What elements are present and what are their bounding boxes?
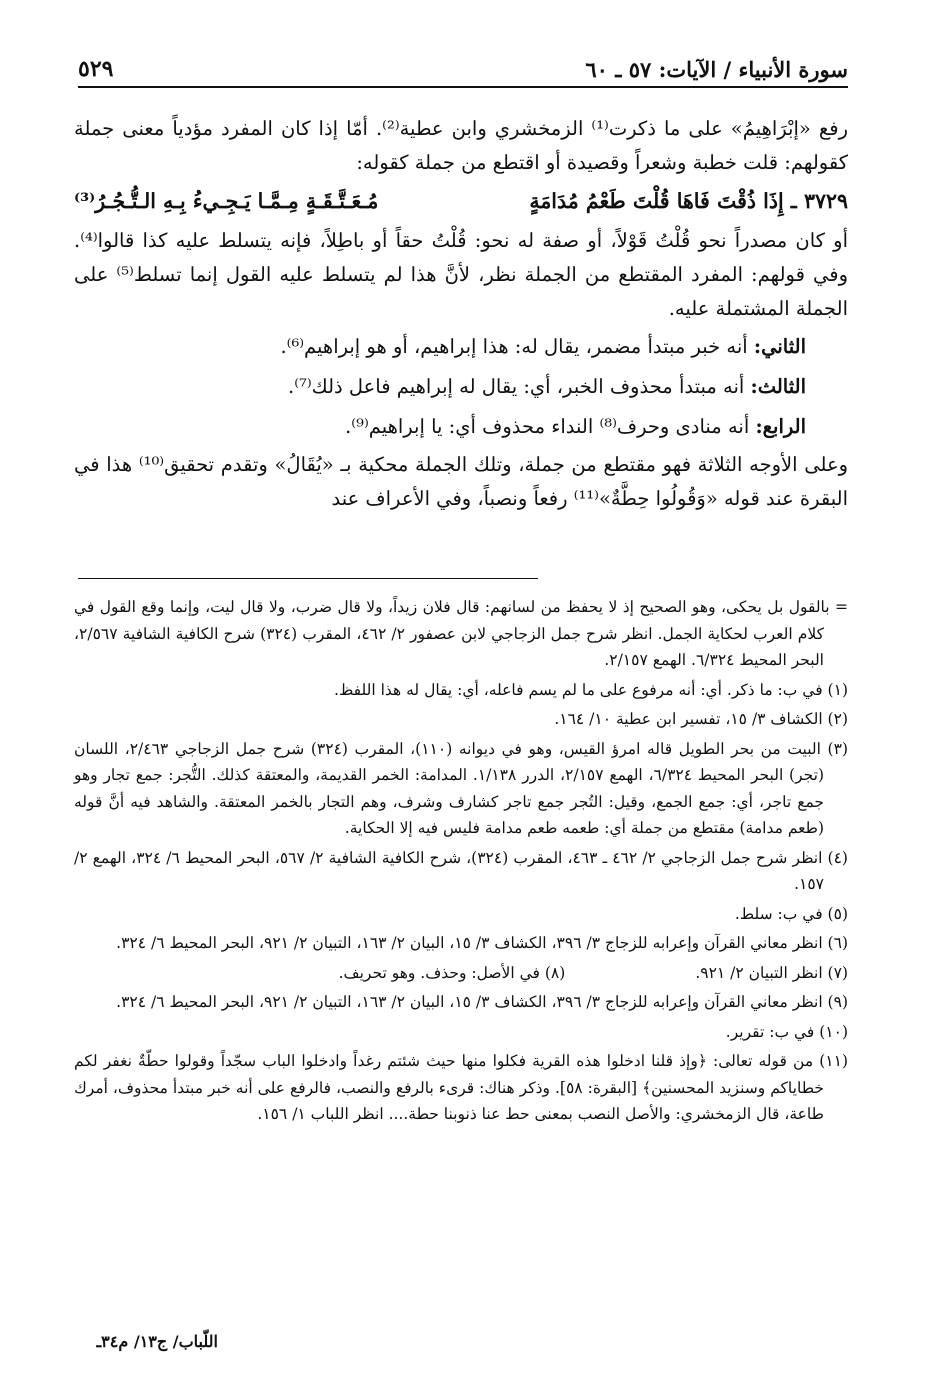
- footnotes: [74, 594, 848, 1131]
- option-fourth: [74, 408, 848, 446]
- printer-signature: اللّباب/ ج١٣/ م٣٤ـ: [96, 1332, 218, 1351]
- footnote-9: (٩) انظر معاني القرآن وإعرابه للزجاج ٣/ ٣٩٦، الكشاف ٣/ ١٥، البيان ٢/ ١٦٣، التبيان ٢/ ٩٢١، البحر المحيط ٦/ ٣٢٤.: [116, 993, 848, 1011]
- option-second: [74, 328, 848, 366]
- poetry-verse: [74, 184, 848, 218]
- footnote-7: (٧) انظر التبيان ٢/ ٩٢١.: [695, 963, 848, 982]
- option-second-text: أنه خبر مبتدأ مضمر، يقال له: هذا إبراهيم، أو هو إبراهيم⁽⁶⁾.: [280, 335, 748, 358]
- option-third-label: الثالث:: [750, 375, 806, 398]
- footnote-3: (٣) البيت من بحر الطويل قاله امرؤ القيس، وهو في ديوانه (١١٠)، المقرب (٣٢٤) شرح جمل الزجاجي ٢/٤٦٣، اللسان (تجر) البحر المحيط ٦/٣٢٤، الهمع ٢/١٥٧، الدرر ١/١٣٨. المدامة: الخمر القديمة، والمعتقة كذلك. التُّجر: جمع تجار وهو جمع تاجر، أي: جمع الجمع، وقيل: التُجر جمع تاجر كشارف وشرف، وهم التجار بالخمر المعتقة. والشاهد فيه أنَّ قوله (طعم مدامة) مقتطع من جملة أي: طعمه طعم مدامة فليس فيه إلا الحكاية.: [74, 739, 848, 837]
- main-text: [74, 112, 848, 518]
- footnote-1: (١) في ب: ما ذكر. أي: أنه مرفوع على ما لم يسم فاعله، أي: يقال له هذا اللفظ.: [334, 680, 848, 699]
- footnote-divider: [78, 578, 538, 579]
- footnote-5: (٥) في ب: سلط.: [734, 904, 848, 923]
- option-fourth-label: الرابع:: [755, 415, 806, 438]
- footnote-11: (١١) من قوله تعالى: ﴿وإذ قلنا ادخلوا هذه القرية فكلوا منها حيث شئتم رغداً وادخلوا الباب سجّداً وقولوا حطّةٌ نغفر لكم خطاياكم وسنزيد المحسنين﴾ [البقرة: ٥٨]. وذكر هناك: قرىء بالرفع والنصب، فالرفع على أنه خبر مبتدأ محذوف، أمرك طاعة، قال الزمخشري: والأصل النصب بمعنى حط عنا ذنوبنا حطة.... انظر اللباب ١/ ١٥٦.: [74, 1052, 848, 1123]
- footnote-6: (٦) انظر معاني القرآن وإعرابه للزجاج ٣/ ٣٩٦، الكشاف ٣/ ١٥، البيان ٢/ ١٦٣، التبيان ٢/ ٩٢١، البحر المحيط ٦/ ٣٢٤.: [116, 934, 848, 952]
- footnote-continuation: = بالقول بل يحكى، وهو الصحيح إذ لا يحفظ من لسانهم: قال فلان زيداً، ولا قال ضرب، ولا قال ليت، وإنما وقع القول في كلام العرب لحكاية الجمل. انظر شرح جمل الزجاجي لابن عصفور ٢/ ٤٦٢، المقرب (٣٢٤) شرح الكافية الشافية ٢/٥٦٧، البحر المحيط ٦/٣٢٤. الهمع ٢/١٥٧.: [74, 598, 848, 669]
- paragraph-3: وعلى الأوجه الثلاثة فهو مقتطع من جملة، وتلك الجملة محكية بـ «يُقَالُ» وتقدم تحقيق⁽¹⁰⁾ هذا في البقرة عند قوله «وَقُولُوا حِطَّةٌ»⁽¹¹⁾ رفعاً ونصباً، وفي الأعراف عند: [74, 453, 849, 510]
- footnote-10: (١٠) في ب: تقرير.: [725, 1022, 848, 1041]
- option-second-label: الثاني:: [753, 335, 806, 358]
- footnote-2: (٢) الكشاف ٣/ ١٥، تفسير ابن عطية ١٠/ ١٦٤.: [554, 710, 848, 728]
- option-fourth-text: أنه منادى وحرف⁽⁸⁾ النداء محذوف أي: يا إبراهيم⁽⁹⁾.: [345, 415, 750, 438]
- footnote-4: (٤) انظر شرح جمل الزجاجي ٢/ ٤٦٢ ـ ٤٦٣، المقرب (٣٢٤)، شرح الكافية الشافية ٢/ ٥٦٧، البحر المحيط ٦/ ٣٢٤، الهمع ٢/ ١٥٧.: [74, 848, 848, 893]
- header-title: سورة الأنبياء / الآيات: ٥٧ ـ ٦٠: [585, 57, 848, 82]
- paragraph-2: أو كان مصدراً نحو قُلْتُ قَوْلاً، أو صفة له نحو: قُلْتُ حقاً أو باطِلاً، فإنه يتسلط عليه كذا قالوا⁽⁴⁾. وفي قولهم: المفرد المقتطع من الجملة نظر، لأنَّ هذا لم يتسلط عليه القول إنما تسلط⁽⁵⁾ على الجملة المشتملة عليه.: [74, 229, 848, 320]
- verse-second-hemistich: مُـعَـتَّـقَـةٍ مِـمَّـا يَـجِـيءُ بِـهِ الـتُّـجُـرُ⁽³⁾: [74, 189, 379, 213]
- verse-first-hemistich: ٣٧٢٩ ـ إِذَا ذُقْتَ فَاهَا قُلْتَ طَعْمُ مُدَامَةٍ: [529, 189, 848, 213]
- running-header: [78, 40, 848, 88]
- option-third: [74, 368, 848, 406]
- footnote-8: (٨) في الأصل: وحذف. وهو تحريف.: [338, 963, 566, 982]
- paragraph-1: رفع «إبْرَاهِيمُ» على ما ذكرت⁽¹⁾ الزمخشري وابن عطية⁽²⁾. أمّا إذا كان المفرد مؤدياً معنى جملة كقولهم: قلت خطبة وشعراً وقصيدة أو اقتطع من جملة كقوله:: [74, 117, 848, 174]
- footnote-row-7-8: [74, 960, 848, 987]
- option-third-text: أنه مبتدأ محذوف الخبر، أي: يقال له إبراهيم فاعل ذلك⁽⁷⁾.: [288, 375, 745, 398]
- page-number: ٥٢٩: [78, 56, 114, 82]
